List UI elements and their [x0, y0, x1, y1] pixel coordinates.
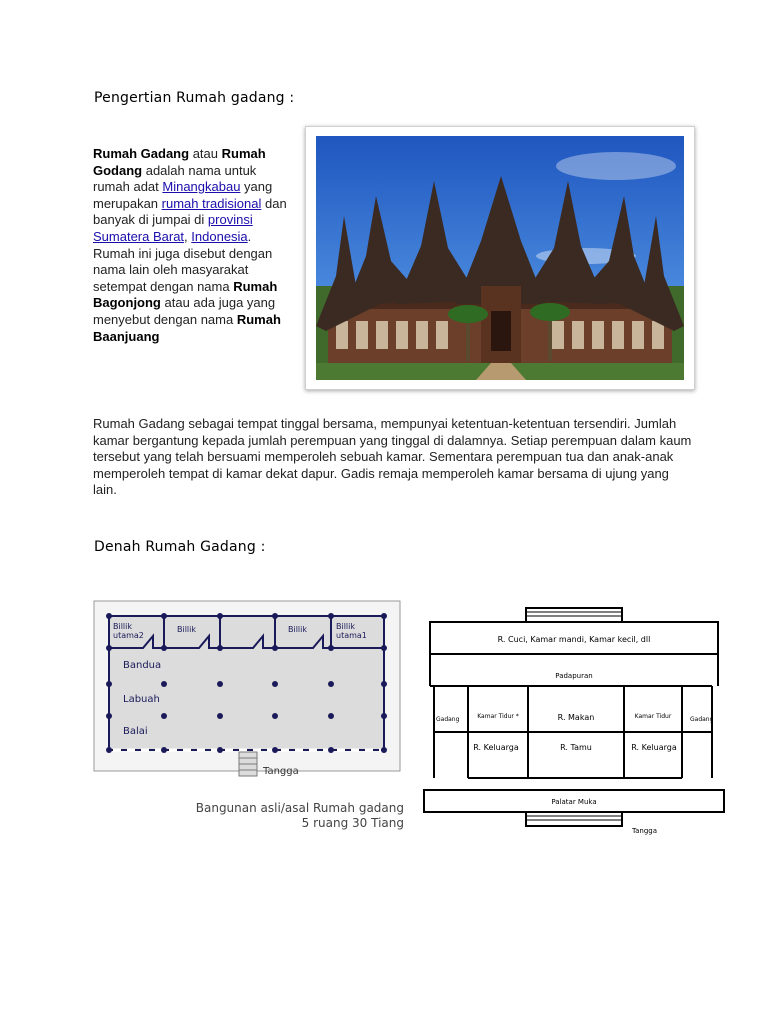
label-tangga-1: Tangga [263, 766, 299, 777]
label-balai: Balai [123, 726, 148, 737]
label-palatar-muka: Palatar Muka [551, 798, 597, 806]
label-r-keluarga-2: R. Keluarga [631, 743, 677, 752]
intro-text-7: . Rumah ini juga disebut dengan nama lain oleh masyarakat setempat dengan nama [93, 228, 273, 294]
label-billik-utama1-b: utama1 [336, 631, 367, 640]
link-minangkabau[interactable]: Minangkabau [162, 179, 241, 195]
label-gadang-left: Gadang [436, 716, 460, 723]
term-rumah-godang: Rumah Godang [93, 146, 266, 178]
intro-text-4: dan banyak di jumpai di [93, 195, 287, 228]
heading-floorplan: Denah Rumah Gadang : [94, 539, 266, 555]
rumah-gadang-illustration [316, 136, 684, 380]
intro-text-1: atau [189, 146, 222, 161]
term-rumah-baanjuang: Rumah Baanjuang [93, 311, 281, 344]
label-r-tamu: R. Tamu [560, 743, 592, 752]
link-sumatera-barat[interactable]: Sumatera Barat [93, 228, 185, 244]
label-r-cuci: R. Cuci, Kamar mandi, Kamar kecil, dll [497, 635, 651, 644]
link-indonesia[interactable]: Indonesia [191, 228, 248, 244]
caption-line-1: Bangunan asli/asal Rumah gadang [195, 801, 404, 815]
floorplan-original [93, 600, 411, 832]
intro-text-6: , [184, 228, 192, 244]
label-labuah: Labuah [123, 694, 160, 705]
label-billik-utama2-b: utama2 [113, 631, 144, 640]
label-billik-utama2-a: Billik [113, 622, 133, 631]
paragraph-rules: Rumah Gadang sebagai tempat tinggal bersama, mempunyai ketentuan-ketentuan tersendiri. Jumlah kamar bergantung kepada jumlah perempuan yang tinggal di dalamnya. Setiap perempuan dalam kaum tersebut yang telah bersuami memperoleh sebuah kamar. Sementara perempuan tua dan anak-anak memperoleh tempat di kamar dekat dapur. Gadis remaja memperoleh kamar bersama di ujung yang lain. [93, 416, 692, 498]
label-kamar-tidur-1: Kamar Tidur * [477, 713, 519, 720]
label-kamar-tidur-2: Kamar Tidur [634, 713, 672, 720]
intro-paragraph [93, 146, 293, 345]
label-bandua: Bandua [123, 660, 162, 671]
link-rumah-tradisional[interactable]: rumah tradisional [161, 195, 262, 211]
label-r-keluarga-1: R. Keluarga [473, 743, 519, 752]
heading-definition: Pengertian Rumah gadang : [94, 90, 295, 106]
floorplan-modern [420, 604, 732, 836]
caption-line-2: 5 ruang 30 Tiang [301, 816, 404, 830]
label-padapuran: Padapuran [555, 672, 593, 680]
term-rumah-bagonjong: Rumah Bagonjong [93, 278, 278, 311]
label-billik-utama1-a: Billik [336, 622, 356, 631]
label-gadang-right: Gadang [690, 716, 714, 723]
term-rumah-gadang: Rumah Gadang [93, 146, 190, 161]
intro-text-3: yang merupakan [93, 179, 273, 211]
rumah-gadang-photo [305, 126, 695, 390]
link-provinsi[interactable]: provinsi [207, 212, 253, 228]
intro-text-8: atau ada juga yang menyebut dengan nama [93, 295, 276, 327]
label-r-makan: R. Makan [557, 713, 595, 722]
label-tangga-2: Tangga [632, 827, 658, 835]
label-billik-a: Billik [177, 625, 197, 634]
label-billik-b: Billik [288, 625, 308, 634]
intro-text-2: adalah nama untuk rumah adat [93, 162, 257, 195]
